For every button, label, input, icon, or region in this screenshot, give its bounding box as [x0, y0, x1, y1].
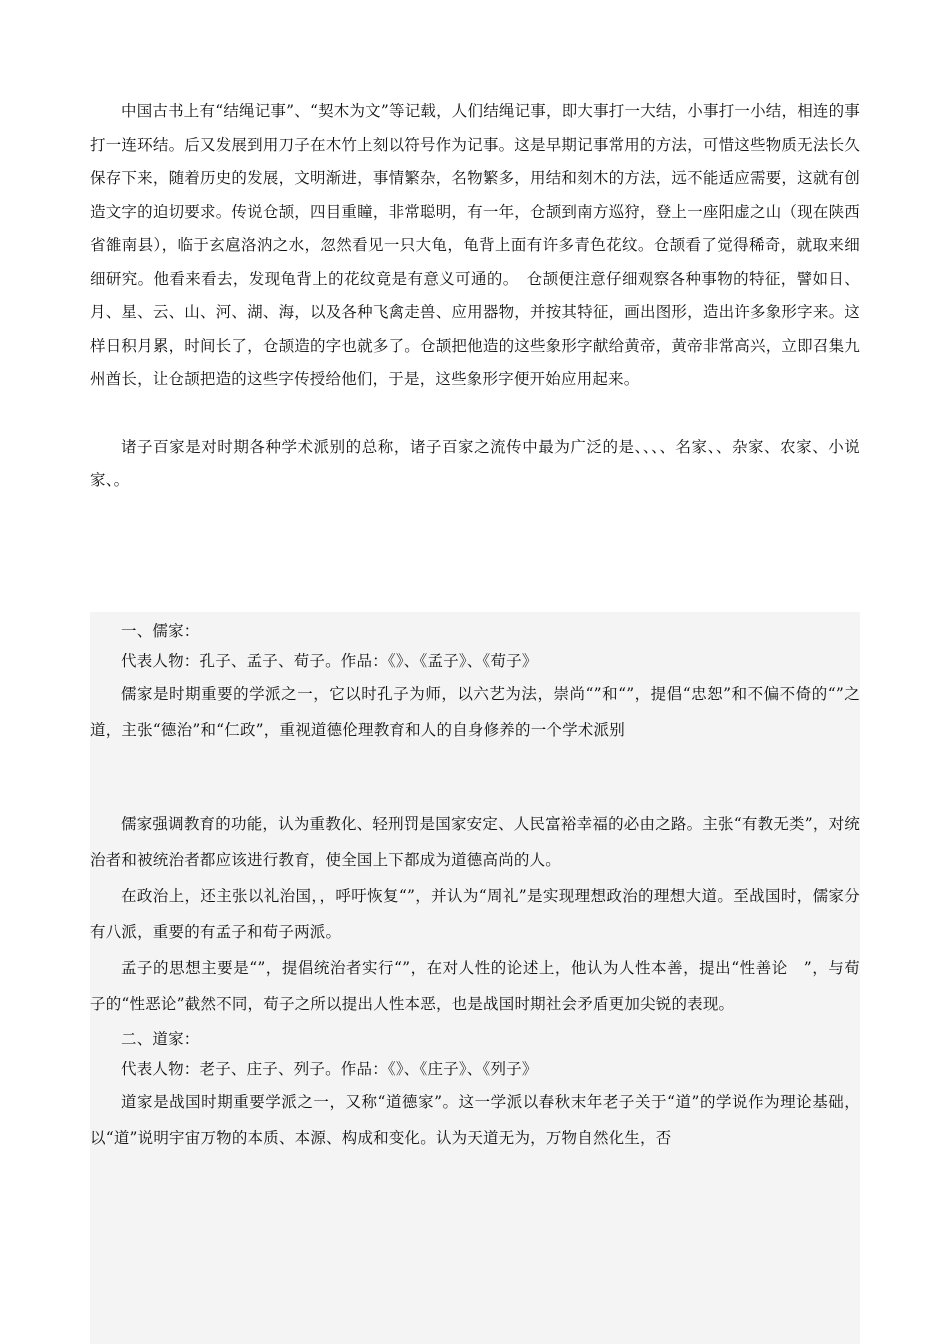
- confucianism-paragraph-3: 在政治上，还主张以礼治国，，呼吁恢复“”，并认为“周礼”是实现理想政治的理想大道。至战国时，儒家分有八派，重要的有孟子和荀子两派。: [90, 887, 860, 941]
- intro-paragraph-cangjie: 中国古书上有“结绳记事”、“契木为文”等记载，人们结绳记事，即大事打一大结，小事打一小结，相连的事打一连环结。后又发展到用刀子在木竹上刻以符号作为记事。这是早期记事常用的方法，可惜这些物质无法长久保存下来，随着历史的发展，文明渐进，事情繁杂，名物繁多，用结和刻木的方法，远不能适应需要，这就有创造文字的迫切要求。传说仓颉，四目重瞳，非常聪明，有一年，仓颉到南方巡狩，登上一座阳虚之山（现在陕西省雒南县），临于玄扈洛汭之水，忽然看见一只大龟，龟背上面有许多青色花纹。仓颉看了觉得稀奇，就取来细细研究。他看来看去，发现龟背上的花纹竟是有意义可通的。 仓颉便注意仔细观察各种事物的特征，譬如日、月、星、云、山、河、湖、海，以及各种飞禽走兽、应用器物，并按其特征，画出图形，造出许多象形字来。这样日积月累，时间长了，仓颉造的字也就多了。仓颉把他造的这些象形字献给黄帝，黄帝非常高兴，立即召集九州酋长，让仓颉把造的这些字传授给他们，于是，这些象形字便开始应用起来。: [90, 102, 860, 388]
- confucianism-paragraph-4: 孟子的思想主要是“”，提倡统治者实行“”，在对人性的论述上，他认为人性本善，提出“性善论 ”，与荀子的“性恶论”截然不同，荀子之所以提出人性本恶，也是战国时期社会矛盾更加尖锐的表现。: [90, 959, 860, 1013]
- taoism-representatives: 代表人物：老子、庄子、列子。作品：《》、《庄子》、《列子》: [121, 1060, 538, 1078]
- confucianism-heading: 一、儒家：: [121, 622, 200, 640]
- document-page: [90, 95, 860, 498]
- confucianism-representatives: 代表人物：孔子、孟子、荀子。作品：《》、《孟子》、《荀子》: [121, 652, 538, 670]
- confucianism-paragraph-2: 儒家强调教育的功能，认为重教化、轻刑罚是国家安定、人民富裕幸福的必由之路。主张“有教无类”，对统治者和被统治者都应该进行教育，使全国上下都成为道德高尚的人。: [90, 815, 860, 869]
- schools-section: [90, 612, 860, 1344]
- confucianism-paragraph-1: 儒家是时期重要的学派之一，它以时孔子为师，以六艺为法，崇尚“”和“”，提倡“忠恕”和不偏不倚的“”之道，主张“德治”和“仁政”，重视道德伦理教育和人的自身修养的一个学术派别: [90, 685, 860, 739]
- taoism-paragraph-1: 道家是战国时期重要学派之一，又称“道德家”。这一学派以春秋末年老子关于“道”的学说作为理论基础，以“道”说明宇宙万物的本质、本源、构成和变化。认为天道无为，万物自然化生，否: [90, 1093, 860, 1147]
- taoism-heading: 二、道家：: [121, 1030, 200, 1048]
- intro-paragraph-hundred-schools: 诸子百家是对时期各种学术派别的总称，诸子百家之流传中最为广泛的是、、、、名家、、杂家、农家、小说家、。: [90, 437, 860, 489]
